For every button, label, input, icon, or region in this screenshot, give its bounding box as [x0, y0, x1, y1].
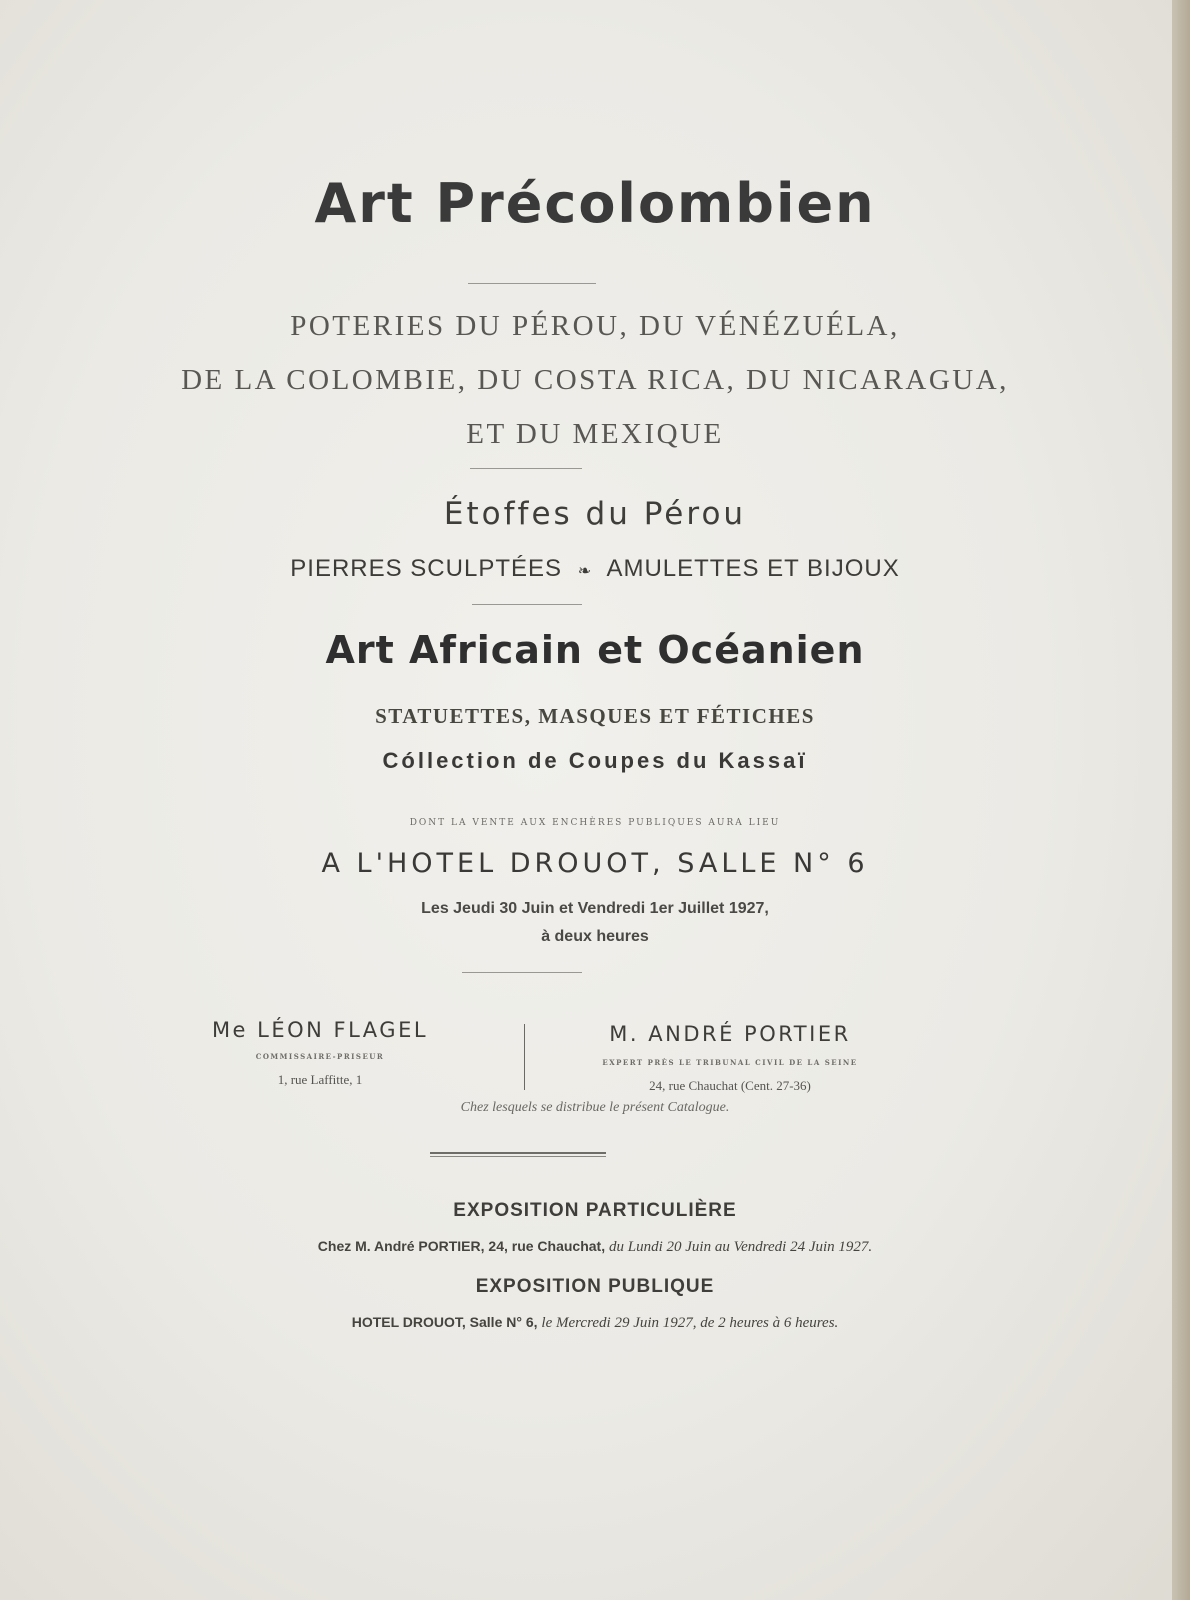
double-rule-bottom [430, 1156, 606, 1157]
statuettes-line: STATUETTES, MASQUES ET FÉTICHES [375, 704, 815, 728]
catalogue-distribution-note: Chez lesquels se distribue le présent Catalogue. [460, 1100, 730, 1115]
expo-particuliere-dates: du Lundi 20 Juin au Vendredi 24 Juin 1927. [609, 1239, 873, 1255]
poteries-line-2: DE LA COLOMBIE, DU COSTA RICA, DU NICARAGUA, [181, 364, 1009, 396]
amulettes-text: AMULETTES ET BIJOUX [606, 555, 900, 582]
poteries-line-3: ET DU MEXIQUE [466, 418, 724, 450]
sale-intro: DONT LA VENTE AUX ENCHÈRES PUBLIQUES AURA LIEU [409, 818, 781, 828]
divider-rule [472, 604, 582, 605]
auctioneer-role: COMMISSAIRE-PRISEUR [255, 1052, 385, 1061]
sale-time: à deux heures [541, 928, 649, 945]
etoffes-title: Étoffes du Pérou [443, 496, 747, 532]
pierres-amulettes-line [0, 555, 1190, 583]
expo-publique-place: HOTEL DROUOT, Salle N° 6, [351, 1314, 538, 1330]
expo-publique-dates: le Mercredi 29 Juin 1927, de 2 heures à 6 heures. [541, 1315, 839, 1331]
pierres-text: PIERRES SCULPTÉES [290, 555, 563, 582]
expert-name: M. ANDRÉ PORTIER [609, 1022, 851, 1046]
expo-publique-title: EXPOSITION PUBLIQUE [475, 1276, 715, 1297]
poteries-line-1: POTERIES DU PÉROU, DU VÉNÉZUÉLA, [290, 310, 900, 342]
divider-rule [462, 972, 582, 973]
collection-line: Cóllection de Coupes du Kassaï [382, 748, 808, 773]
art-africain-title: Art Africain et Océanien [325, 628, 865, 672]
divider-rule [468, 283, 596, 284]
expo-publique-details [0, 1314, 1190, 1332]
sale-dates: Les Jeudi 30 Juin et Vendredi 1er Juillet 1927, [421, 900, 769, 917]
expert-role: EXPERT PRÈS LE TRIBUNAL CIVIL DE LA SEINE [602, 1058, 858, 1067]
divider-rule [470, 468, 582, 469]
fleuron-separator: ❧ [577, 563, 593, 580]
main-title: Art Précolombien [314, 172, 876, 235]
venue-line: A L'HOTEL DROUOT, SALLE N° 6 [321, 848, 869, 879]
expo-particuliere-place: Chez M. André PORTIER, 24, rue Chauchat, [317, 1238, 606, 1254]
expo-particuliere-details [0, 1238, 1190, 1256]
auctioneer-address: 1, rue Laffitte, 1 [277, 1072, 363, 1087]
double-rule-top [430, 1152, 606, 1154]
column-divider [524, 1024, 525, 1090]
expo-particuliere-title: EXPOSITION PARTICULIÈRE [453, 1200, 737, 1221]
auctioneer-name: Me LÉON FLAGEL [211, 1018, 429, 1042]
expert-address: 24, rue Chauchat (Cent. 27-36) [649, 1078, 811, 1093]
